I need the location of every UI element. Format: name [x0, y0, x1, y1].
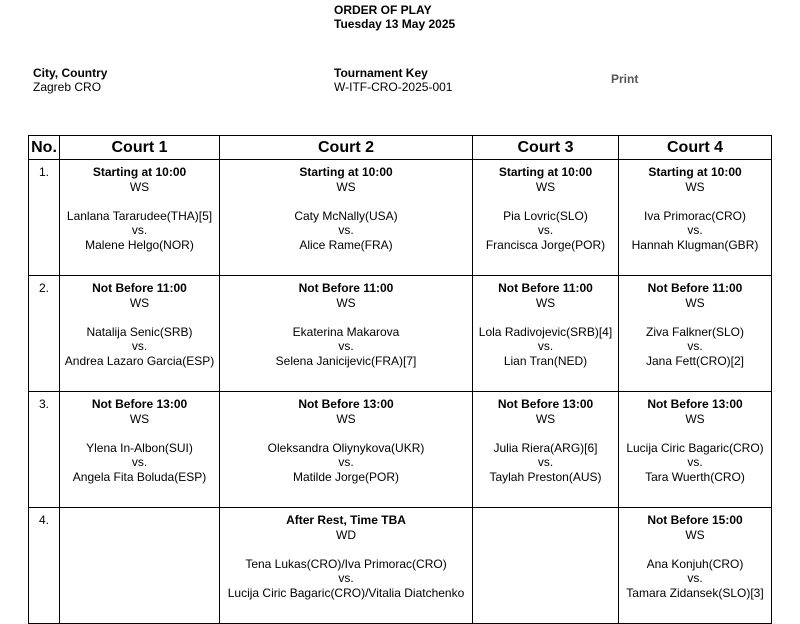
match-cell-court-3	[473, 508, 619, 624]
spacer	[220, 310, 472, 325]
match-time: Starting at 10:00	[648, 165, 742, 179]
match-time: Not Before 15:00	[647, 513, 743, 527]
row-number: 1.	[29, 160, 60, 276]
match-time: Not Before 13:00	[647, 397, 743, 411]
match-info	[220, 508, 472, 600]
spacer	[619, 310, 771, 325]
vs-label: vs.	[687, 571, 703, 585]
order-of-play-table	[28, 135, 772, 624]
spacer	[220, 194, 472, 209]
match-info	[473, 392, 618, 484]
match-info	[60, 392, 219, 484]
match-event: WS	[535, 411, 556, 426]
player-2: Andrea Lazaro Garcia(ESP)	[64, 353, 215, 368]
city-label: City, Country	[33, 66, 108, 80]
player-2: Malene Helgo(NOR)	[85, 237, 194, 252]
match-event: WS	[129, 295, 150, 310]
match-event: WS	[535, 295, 556, 310]
table-row	[29, 160, 772, 276]
row-number: 3.	[29, 392, 60, 508]
spacer	[619, 426, 771, 441]
vs-label: vs.	[537, 339, 554, 353]
match-cell-court-4	[619, 160, 772, 276]
match-time: After Rest, Time TBA	[286, 513, 406, 527]
vs-label: vs.	[338, 455, 354, 469]
player-1: Lanlana Tararudee(THA)[5]	[66, 208, 213, 223]
match-event: WS	[685, 411, 705, 426]
tournament-key-block	[334, 66, 452, 94]
match-cell-court-1	[60, 508, 220, 624]
match-cell-court-2	[220, 276, 473, 392]
match-time: Not Before 11:00	[498, 281, 593, 295]
player-1: Tena Lukas(CRO)/Iva Primorac(CRO)	[245, 556, 447, 571]
player-1: Ekaterina Makarova	[292, 324, 400, 339]
match-cell-court-1	[60, 276, 220, 392]
player-1: Caty McNally(USA)	[294, 208, 398, 223]
player-2: Tara Wuerth(CRO)	[645, 469, 745, 484]
match-event: WS	[685, 295, 705, 310]
match-event: WS	[535, 179, 556, 194]
player-1: Pia Lovric(SLO)	[503, 208, 588, 223]
vs-label: vs.	[131, 455, 148, 469]
player-2: Hannah Klugman(GBR)	[631, 237, 759, 252]
spacer	[220, 426, 472, 441]
player-2: Lucija Ciric Bagaric(CRO)/Vitalia Diatchenko	[227, 585, 465, 600]
match-time: Starting at 10:00	[92, 165, 187, 179]
player-2: Selena Janicijevic(FRA)[7]	[275, 353, 417, 368]
header-court-3: Court 3	[473, 136, 619, 160]
match-info	[60, 160, 219, 252]
spacer	[220, 542, 472, 557]
spacer	[473, 310, 618, 325]
spacer	[60, 426, 219, 441]
print-button[interactable]: Print	[611, 72, 639, 86]
row-number: 2.	[29, 276, 60, 392]
match-time: Not Before 11:00	[647, 281, 743, 295]
match-time: Starting at 10:00	[498, 165, 593, 179]
spacer	[619, 194, 771, 209]
vs-label: vs.	[338, 339, 354, 353]
player-1: Ana Konjuh(CRO)	[646, 556, 744, 571]
vs-label: vs.	[338, 571, 354, 585]
vs-label: vs.	[687, 455, 703, 469]
tournament-key-label: Tournament Key	[334, 66, 428, 80]
tournament-key-value: W-ITF-CRO-2025-001	[334, 80, 453, 94]
match-cell-court-3	[473, 392, 619, 508]
player-1: Lucija Ciric Bagaric(CRO)	[626, 440, 764, 455]
row-number: 4.	[29, 508, 60, 624]
spacer	[619, 542, 771, 557]
header-court-4: Court 4	[619, 136, 772, 160]
match-time: Not Before 13:00	[497, 397, 594, 411]
match-event: WS	[336, 179, 356, 194]
match-info	[220, 276, 472, 368]
match-time: Not Before 13:00	[91, 397, 188, 411]
match-time: Not Before 11:00	[92, 281, 187, 295]
vs-label: vs.	[131, 339, 148, 353]
player-1: Ylena In-Albon(SUI)	[86, 440, 193, 455]
player-1: Iva Primorac(CRO)	[643, 208, 746, 223]
table-header-row	[29, 136, 772, 160]
player-2: Francisca Jorge(POR)	[485, 237, 606, 252]
match-event: WS	[685, 527, 705, 542]
match-info	[619, 392, 771, 484]
match-info	[619, 160, 771, 252]
table-row	[29, 508, 772, 624]
vs-label: vs.	[537, 223, 554, 237]
match-info	[473, 160, 618, 252]
city-value: Zagreb CRO	[33, 80, 102, 94]
match-event: WS	[685, 179, 705, 194]
match-cell-court-4	[619, 392, 772, 508]
player-2: Alice Rame(FRA)	[299, 237, 393, 252]
player-1: Ziva Falkner(SLO)	[645, 324, 745, 339]
table-row	[29, 276, 772, 392]
header-court-2: Court 2	[220, 136, 473, 160]
player-2: Jana Fett(CRO)[2]	[645, 353, 745, 368]
header-no: No.	[29, 136, 60, 160]
match-info	[473, 276, 618, 368]
spacer	[60, 194, 219, 209]
match-cell-court-4	[619, 508, 772, 624]
spacer	[473, 426, 618, 441]
player-2: Taylah Preston(AUS)	[489, 469, 602, 484]
match-cell-court-2	[220, 392, 473, 508]
spacer	[473, 194, 618, 209]
vs-label: vs.	[537, 455, 554, 469]
vs-label: vs.	[687, 223, 703, 237]
spacer	[60, 310, 219, 325]
match-event: WS	[129, 411, 150, 426]
match-cell-court-3	[473, 276, 619, 392]
player-1: Lola Radivojevic(SRB)[4]	[478, 324, 613, 339]
match-event: WS	[336, 295, 356, 310]
page-date: Tuesday 13 May 2025	[334, 17, 456, 31]
match-time: Not Before 11:00	[298, 281, 394, 295]
match-cell-court-1	[60, 160, 220, 276]
match-cell-court-1	[60, 392, 220, 508]
header-court-1: Court 1	[60, 136, 220, 160]
match-cell-court-2	[220, 508, 473, 624]
player-2: Lian Tran(NED)	[503, 353, 588, 368]
match-info	[60, 276, 219, 368]
match-event: WS	[336, 411, 356, 426]
city-block	[33, 66, 107, 94]
match-info	[619, 276, 771, 368]
vs-label: vs.	[687, 339, 703, 353]
match-time: Not Before 13:00	[298, 397, 394, 411]
vs-label: vs.	[338, 223, 354, 237]
player-1: Julia Riera(ARG)[6]	[493, 440, 598, 455]
player-2: Tamara Zidansek(SLO)[3]	[626, 585, 764, 600]
match-event: WD	[336, 527, 356, 542]
match-info	[619, 508, 771, 600]
vs-label: vs.	[131, 223, 148, 237]
match-cell-court-3	[473, 160, 619, 276]
match-info	[220, 392, 472, 484]
player-1: Oleksandra Oliynykova(UKR)	[267, 440, 425, 455]
player-1: Natalija Senic(SRB)	[86, 324, 193, 339]
page-title: ORDER OF PLAY	[334, 3, 432, 17]
player-2: Angela Fita Boluda(ESP)	[72, 469, 207, 484]
match-cell-court-2	[220, 160, 473, 276]
player-2: Matilde Jorge(POR)	[292, 469, 400, 484]
match-event: WS	[129, 179, 150, 194]
match-cell-court-4	[619, 276, 772, 392]
table-row	[29, 392, 772, 508]
page-header	[334, 3, 455, 31]
match-info	[220, 160, 472, 252]
match-time: Starting at 10:00	[299, 165, 393, 179]
